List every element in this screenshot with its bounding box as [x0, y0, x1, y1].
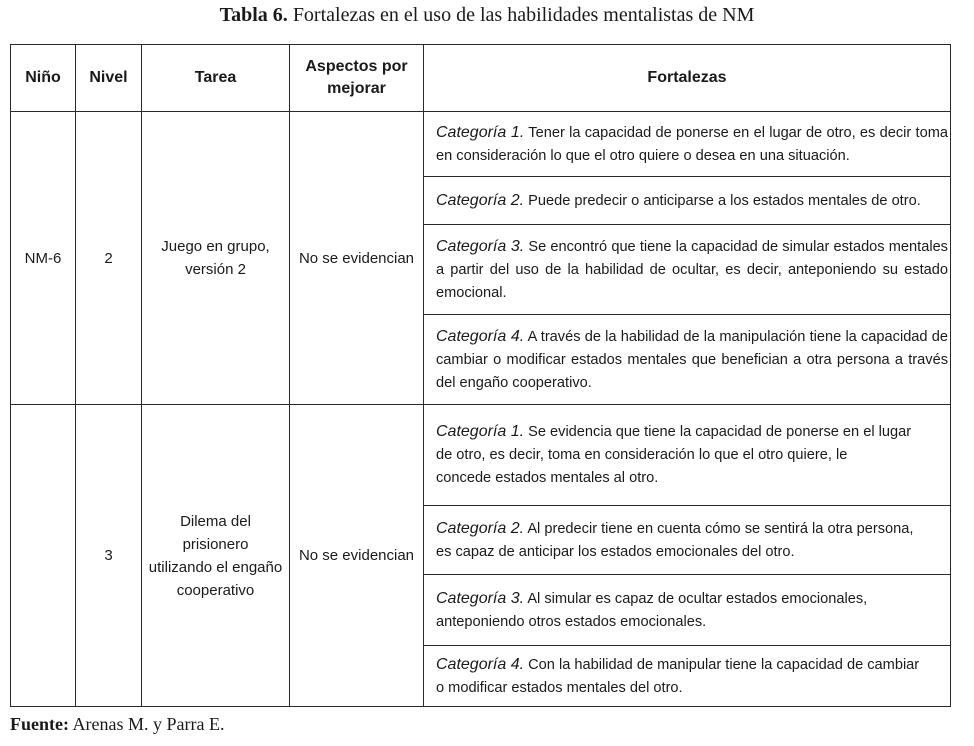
- fortaleza-item: Categoría 1. Tener la capacidad de ponerse en el lugar de otro, es decir toma en consideración lo que el otro quiere o desea en una situación.: [436, 123, 948, 164]
- cell-tarea: Dilema del prisionero utilizando el engaño cooperativo: [142, 405, 290, 707]
- table-caption: [0, 4, 974, 27]
- cell-aspectos: No se evidencian: [290, 112, 424, 405]
- fortalezas-table: [10, 44, 951, 707]
- header-tarea: Tarea: [142, 45, 290, 112]
- header-nivel: Nivel: [76, 45, 142, 112]
- source-note: [10, 714, 224, 735]
- cell-fortalezas: [424, 405, 951, 707]
- cell-nino: NM-6: [11, 112, 76, 405]
- fortaleza-item: Categoría 3. Se encontró que tiene la capacidad de simular estados mentales a partir del uso de la habilidad de ocultar, es decir, anteponiendo su estado emocional.: [424, 224, 950, 314]
- header-aspectos: Aspectos por mejorar: [290, 45, 424, 112]
- fortaleza-item: Categoría 2. Puede predecir o anticiparse a los estados mentales de otro.: [424, 176, 950, 224]
- header-nino: Niño: [11, 45, 76, 112]
- cell-nivel: 2: [76, 112, 142, 405]
- header-row: [11, 45, 951, 112]
- fortaleza-item: Categoría 3. Al simular es capaz de ocultar estados emocionales, anteponiendo otros estados emocionales.: [424, 574, 950, 645]
- fortaleza-item: Categoría 4. A través de la habilidad de la manipulación tiene la capacidad de cambiar o modificar estados mentales que benefician a otra persona a través del engaño cooperativo.: [424, 314, 950, 404]
- cell-nino: [11, 405, 76, 707]
- caption-label: Tabla 6.: [219, 4, 288, 26]
- table-row: [11, 405, 951, 707]
- source-text: Arenas M. y Parra E.: [72, 714, 225, 734]
- table-row: [11, 112, 951, 405]
- cell-tarea: Juego en grupo, versión 2: [142, 112, 290, 405]
- header-fortalezas: Fortalezas: [424, 45, 951, 112]
- fortaleza-item: Categoría 4. Con la habilidad de manipular tiene la capacidad de cambiar o modificar estados mentales del otro.: [424, 645, 950, 706]
- cell-aspectos: No se evidencian: [290, 405, 424, 707]
- cell-nivel: 3: [76, 405, 142, 707]
- fortaleza-item: Categoría 1. Se evidencia que tiene la capacidad de ponerse en el lugar de otro, es decir, toma en consideración lo que el otro quiere, le concede estados mentales al otro.: [436, 423, 912, 486]
- cell-fortalezas: [424, 112, 951, 405]
- fortaleza-item: Categoría 2. Al predecir tiene en cuenta cómo se sentirá la otra persona, es capaz de anticipar los estados emocionales del otro.: [424, 505, 950, 574]
- source-label: Fuente:: [10, 714, 69, 734]
- caption-text: Fortalezas en el uso de las habilidades mentalistas de NM: [292, 4, 755, 26]
